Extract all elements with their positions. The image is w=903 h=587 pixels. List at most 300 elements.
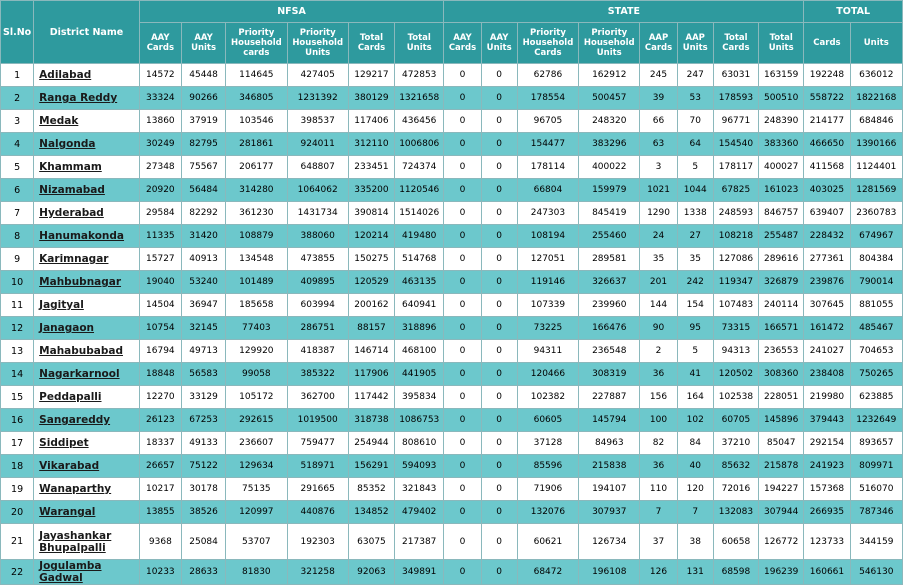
district-link[interactable]: Hyderabad — [39, 207, 104, 219]
value-cell: 32145 — [181, 317, 225, 340]
district-cell — [34, 64, 140, 87]
value-cell: 808610 — [395, 432, 444, 455]
value-cell: 96705 — [517, 110, 578, 133]
value-cell: 314280 — [226, 179, 287, 202]
value-cell: 291665 — [287, 478, 348, 501]
value-cell: 117906 — [348, 363, 394, 386]
value-cell: 94313 — [713, 340, 758, 363]
value-cell: 1006806 — [395, 133, 444, 156]
value-cell: 3 — [640, 156, 677, 179]
district-link[interactable]: Karimnagar — [39, 253, 109, 265]
value-cell: 18337 — [139, 432, 181, 455]
col-header-nfsa-5: Total Units — [395, 23, 444, 64]
value-cell: 379443 — [804, 409, 850, 432]
value-cell: 1231392 — [287, 87, 348, 110]
district-cell — [34, 110, 140, 133]
value-cell: 277361 — [804, 248, 850, 271]
value-cell: 724374 — [395, 156, 444, 179]
value-cell: 196239 — [759, 560, 804, 585]
district-link[interactable]: Siddipet — [39, 437, 89, 449]
value-cell: 398537 — [287, 110, 348, 133]
value-cell: 0 — [481, 179, 517, 202]
value-cell: 27 — [677, 225, 713, 248]
value-cell: 1431734 — [287, 202, 348, 225]
value-cell: 2 — [640, 340, 677, 363]
table-row — [1, 317, 903, 340]
value-cell: 85352 — [348, 478, 394, 501]
value-cell: 881055 — [850, 294, 902, 317]
value-cell: 255487 — [759, 225, 804, 248]
value-cell: 400022 — [579, 156, 640, 179]
value-cell: 120502 — [713, 363, 758, 386]
value-cell: 119347 — [713, 271, 758, 294]
district-link[interactable]: Mahabubabad — [39, 345, 123, 357]
value-cell: 1232649 — [850, 409, 902, 432]
value-cell: 38526 — [181, 501, 225, 524]
table-row — [1, 225, 903, 248]
sl-no-cell: 5 — [1, 156, 34, 179]
value-cell: 20920 — [139, 179, 181, 202]
value-cell: 236553 — [759, 340, 804, 363]
value-cell: 120529 — [348, 271, 394, 294]
district-link[interactable]: Jogulamba Gadwal — [39, 560, 102, 584]
value-cell: 45448 — [181, 64, 225, 87]
value-cell: 217387 — [395, 524, 444, 560]
value-cell: 132076 — [517, 501, 578, 524]
value-cell: 108879 — [226, 225, 287, 248]
value-cell: 395834 — [395, 386, 444, 409]
sl-no-cell: 12 — [1, 317, 34, 340]
value-cell: 0 — [444, 409, 481, 432]
value-cell: 924011 — [287, 133, 348, 156]
value-cell: 31420 — [181, 225, 225, 248]
district-link[interactable]: Sangareddy — [39, 414, 111, 426]
value-cell: 10233 — [139, 560, 181, 585]
value-cell: 312110 — [348, 133, 394, 156]
value-cell: 400027 — [759, 156, 804, 179]
value-cell: 164 — [677, 386, 713, 409]
value-cell: 30249 — [139, 133, 181, 156]
value-cell: 326879 — [759, 271, 804, 294]
sl-no-cell: 10 — [1, 271, 34, 294]
table-row — [1, 455, 903, 478]
district-link[interactable]: Adilabad — [39, 69, 92, 81]
value-cell: 105172 — [226, 386, 287, 409]
value-cell: 40 — [677, 455, 713, 478]
value-cell: 192248 — [804, 64, 850, 87]
value-cell: 28633 — [181, 560, 225, 585]
table-row — [1, 179, 903, 202]
value-cell: 0 — [481, 64, 517, 87]
district-link[interactable]: Jayashankar Bhupalpalli — [39, 529, 112, 554]
value-cell: 63031 — [713, 64, 758, 87]
value-cell: 178554 — [517, 87, 578, 110]
value-cell: 131 — [677, 560, 713, 585]
district-cell — [34, 179, 140, 202]
value-cell: 18848 — [139, 363, 181, 386]
sl-no-cell: 2 — [1, 87, 34, 110]
value-cell: 1120546 — [395, 179, 444, 202]
value-cell: 63 — [640, 133, 677, 156]
value-cell: 7 — [640, 501, 677, 524]
col-header-state-1: AAY Units — [481, 23, 517, 64]
value-cell: 236607 — [226, 432, 287, 455]
value-cell: 120214 — [348, 225, 394, 248]
value-cell: 39 — [640, 87, 677, 110]
value-cell: 25084 — [181, 524, 225, 560]
sl-no-cell: 13 — [1, 340, 34, 363]
value-cell: 893657 — [850, 432, 902, 455]
value-cell: 53240 — [181, 271, 225, 294]
value-cell: 146714 — [348, 340, 394, 363]
district-link[interactable]: Hanumakonda — [39, 230, 125, 242]
table-row — [1, 64, 903, 87]
table-row — [1, 340, 903, 363]
value-cell: 12270 — [139, 386, 181, 409]
value-cell: 318738 — [348, 409, 394, 432]
district-cell — [34, 501, 140, 524]
value-cell: 1321658 — [395, 87, 444, 110]
value-cell: 178593 — [713, 87, 758, 110]
value-cell: 1390166 — [850, 133, 902, 156]
value-cell: 485467 — [850, 317, 902, 340]
table-row — [1, 110, 903, 133]
value-cell: 1021 — [640, 179, 677, 202]
value-cell: 63075 — [348, 524, 394, 560]
sl-no-cell: 4 — [1, 133, 34, 156]
value-cell: 1086753 — [395, 409, 444, 432]
value-cell: 0 — [481, 202, 517, 225]
table-row — [1, 87, 903, 110]
value-cell: 623885 — [850, 386, 902, 409]
value-cell: 0 — [444, 202, 481, 225]
value-cell: 0 — [481, 156, 517, 179]
col-header-nfsa-0: AAY Cards — [139, 23, 181, 64]
value-cell: 0 — [444, 386, 481, 409]
value-cell: 214177 — [804, 110, 850, 133]
value-cell: 35 — [640, 248, 677, 271]
value-cell: 5 — [677, 340, 713, 363]
value-cell: 178117 — [713, 156, 758, 179]
district-link[interactable]: Ranga Reddy — [39, 92, 118, 104]
table-row — [1, 560, 903, 585]
value-cell: 286751 — [287, 317, 348, 340]
value-cell: 127086 — [713, 248, 758, 271]
value-cell: 346805 — [226, 87, 287, 110]
value-cell: 0 — [444, 560, 481, 585]
value-cell: 201 — [640, 271, 677, 294]
value-cell: 33324 — [139, 87, 181, 110]
district-link[interactable]: Warangal — [39, 506, 96, 518]
value-cell: 804384 — [850, 248, 902, 271]
value-cell: 388060 — [287, 225, 348, 248]
value-cell: 159979 — [579, 179, 640, 202]
value-cell: 126 — [640, 560, 677, 585]
value-cell: 160661 — [804, 560, 850, 585]
sl-no-cell: 16 — [1, 409, 34, 432]
col-header-total-1: Units — [850, 23, 902, 64]
value-cell: 248320 — [579, 110, 640, 133]
sl-no-cell: 14 — [1, 363, 34, 386]
value-cell: 192303 — [287, 524, 348, 560]
value-cell: 62786 — [517, 64, 578, 87]
district-link[interactable]: Wanaparthy — [39, 483, 112, 495]
value-cell: 409895 — [287, 271, 348, 294]
col-header-state-0: AAY Cards — [444, 23, 481, 64]
value-cell: 704653 — [850, 340, 902, 363]
value-cell: 292615 — [226, 409, 287, 432]
value-cell: 228432 — [804, 225, 850, 248]
value-cell: 92063 — [348, 560, 394, 585]
sl-no-cell: 9 — [1, 248, 34, 271]
value-cell: 82292 — [181, 202, 225, 225]
district-link[interactable]: Vikarabad — [39, 460, 100, 472]
value-cell: 84963 — [579, 432, 640, 455]
value-cell: 648807 — [287, 156, 348, 179]
col-header-state-4: AAP Cards — [640, 23, 677, 64]
value-cell: 639407 — [804, 202, 850, 225]
value-cell: 120997 — [226, 501, 287, 524]
district-cell — [34, 409, 140, 432]
value-cell: 514768 — [395, 248, 444, 271]
value-cell: 2360783 — [850, 202, 902, 225]
district-link[interactable]: Nalgonda — [39, 138, 96, 150]
value-cell: 0 — [444, 271, 481, 294]
value-cell: 53707 — [226, 524, 287, 560]
value-cell: 56484 — [181, 179, 225, 202]
value-cell: 0 — [444, 64, 481, 87]
value-cell: 241027 — [804, 340, 850, 363]
value-cell: 26123 — [139, 409, 181, 432]
value-cell: 150275 — [348, 248, 394, 271]
value-cell: 108218 — [713, 225, 758, 248]
value-cell: 500457 — [579, 87, 640, 110]
value-cell: 162912 — [579, 64, 640, 87]
value-cell: 215878 — [759, 455, 804, 478]
value-cell: 248593 — [713, 202, 758, 225]
value-cell: 102 — [677, 409, 713, 432]
value-cell: 0 — [444, 225, 481, 248]
value-cell: 441905 — [395, 363, 444, 386]
value-cell: 75135 — [226, 478, 287, 501]
value-cell: 245 — [640, 64, 677, 87]
value-cell: 361230 — [226, 202, 287, 225]
group-header-nfsa: NFSA — [139, 1, 444, 23]
value-cell: 321843 — [395, 478, 444, 501]
col-header-state-3: Priority Household Units — [579, 23, 640, 64]
value-cell: 95 — [677, 317, 713, 340]
value-cell: 117406 — [348, 110, 394, 133]
value-cell: 0 — [481, 87, 517, 110]
district-cell — [34, 524, 140, 560]
table-row — [1, 432, 903, 455]
value-cell: 546130 — [850, 560, 902, 585]
district-cell — [34, 133, 140, 156]
value-cell: 7 — [677, 501, 713, 524]
district-link[interactable]: Jagityal — [39, 299, 84, 311]
value-cell: 60621 — [517, 524, 578, 560]
value-cell: 200162 — [348, 294, 394, 317]
value-cell: 787346 — [850, 501, 902, 524]
district-cell — [34, 560, 140, 585]
value-cell: 215838 — [579, 455, 640, 478]
value-cell: 66 — [640, 110, 677, 133]
value-cell: 90 — [640, 317, 677, 340]
value-cell: 0 — [444, 87, 481, 110]
value-cell: 110 — [640, 478, 677, 501]
value-cell: 119146 — [517, 271, 578, 294]
value-cell: 1822168 — [850, 87, 902, 110]
sl-no-cell: 6 — [1, 179, 34, 202]
value-cell: 0 — [481, 478, 517, 501]
value-cell: 0 — [444, 110, 481, 133]
value-cell: 30178 — [181, 478, 225, 501]
value-cell: 60658 — [713, 524, 758, 560]
value-cell: 603994 — [287, 294, 348, 317]
value-cell: 254944 — [348, 432, 394, 455]
value-cell: 67253 — [181, 409, 225, 432]
value-cell: 156 — [640, 386, 677, 409]
value-cell: 344159 — [850, 524, 902, 560]
value-cell: 321258 — [287, 560, 348, 585]
value-cell: 479402 — [395, 501, 444, 524]
value-cell: 84 — [677, 432, 713, 455]
value-cell: 594093 — [395, 455, 444, 478]
value-cell: 640941 — [395, 294, 444, 317]
value-cell: 440876 — [287, 501, 348, 524]
value-cell: 307937 — [579, 501, 640, 524]
district-cell — [34, 432, 140, 455]
value-cell: 19040 — [139, 271, 181, 294]
value-cell: 466650 — [804, 133, 850, 156]
value-cell: 281861 — [226, 133, 287, 156]
value-cell: 73315 — [713, 317, 758, 340]
table-row — [1, 409, 903, 432]
value-cell: 166476 — [579, 317, 640, 340]
value-cell: 0 — [481, 317, 517, 340]
value-cell: 266935 — [804, 501, 850, 524]
value-cell: 0 — [481, 110, 517, 133]
value-cell: 383296 — [579, 133, 640, 156]
value-cell: 108194 — [517, 225, 578, 248]
district-link[interactable]: Peddapalli — [39, 391, 102, 403]
value-cell: 0 — [481, 560, 517, 585]
sl-no-cell: 3 — [1, 110, 34, 133]
value-cell: 163159 — [759, 64, 804, 87]
value-cell: 126734 — [579, 524, 640, 560]
value-cell: 0 — [444, 317, 481, 340]
value-cell: 134548 — [226, 248, 287, 271]
col-header-state-6: Total Cards — [713, 23, 758, 64]
district-link[interactable]: Nagarkarnool — [39, 368, 120, 380]
value-cell: 102382 — [517, 386, 578, 409]
district-cell — [34, 455, 140, 478]
value-cell: 790014 — [850, 271, 902, 294]
value-cell: 14504 — [139, 294, 181, 317]
table-row — [1, 248, 903, 271]
col-header-state-5: AAP Units — [677, 23, 713, 64]
value-cell: 88157 — [348, 317, 394, 340]
district-cell — [34, 225, 140, 248]
value-cell: 161023 — [759, 179, 804, 202]
value-cell: 100 — [640, 409, 677, 432]
value-cell: 247 — [677, 64, 713, 87]
sl-no-cell: 7 — [1, 202, 34, 225]
value-cell: 436456 — [395, 110, 444, 133]
value-cell: 107339 — [517, 294, 578, 317]
col-header-state-2: Priority Household Cards — [517, 23, 578, 64]
value-cell: 219980 — [804, 386, 850, 409]
district-link[interactable]: Nizamabad — [39, 184, 105, 196]
value-cell: 13855 — [139, 501, 181, 524]
value-cell: 64 — [677, 133, 713, 156]
value-cell: 67825 — [713, 179, 758, 202]
value-cell: 750265 — [850, 363, 902, 386]
value-cell: 196108 — [579, 560, 640, 585]
value-cell: 129217 — [348, 64, 394, 87]
value-cell: 473855 — [287, 248, 348, 271]
value-cell: 472853 — [395, 64, 444, 87]
value-cell: 1064062 — [287, 179, 348, 202]
value-cell: 126772 — [759, 524, 804, 560]
district-cell — [34, 202, 140, 225]
value-cell: 120466 — [517, 363, 578, 386]
value-cell: 103546 — [226, 110, 287, 133]
district-link[interactable]: Khammam — [39, 161, 102, 173]
value-cell: 349891 — [395, 560, 444, 585]
value-cell: 9368 — [139, 524, 181, 560]
district-link[interactable]: Medak — [39, 115, 79, 127]
district-link[interactable]: Mahbubnagar — [39, 276, 122, 288]
district-cell — [34, 294, 140, 317]
district-cell — [34, 317, 140, 340]
value-cell: 134852 — [348, 501, 394, 524]
value-cell: 0 — [481, 386, 517, 409]
value-cell: 308360 — [759, 363, 804, 386]
value-cell: 228051 — [759, 386, 804, 409]
value-cell: 38 — [677, 524, 713, 560]
value-cell: 292154 — [804, 432, 850, 455]
value-cell: 82 — [640, 432, 677, 455]
value-cell: 0 — [481, 524, 517, 560]
value-cell: 68472 — [517, 560, 578, 585]
value-cell: 107483 — [713, 294, 758, 317]
value-cell: 684846 — [850, 110, 902, 133]
group-header-total: TOTAL — [804, 1, 903, 23]
value-cell: 255460 — [579, 225, 640, 248]
district-cell — [34, 478, 140, 501]
value-cell: 154477 — [517, 133, 578, 156]
col-header-sl-no: Sl.No — [1, 1, 34, 64]
value-cell: 120 — [677, 478, 713, 501]
value-cell: 403025 — [804, 179, 850, 202]
value-cell: 49713 — [181, 340, 225, 363]
value-cell: 0 — [444, 524, 481, 560]
district-cell — [34, 386, 140, 409]
value-cell: 241923 — [804, 455, 850, 478]
value-cell: 233451 — [348, 156, 394, 179]
sl-no-cell: 20 — [1, 501, 34, 524]
district-link[interactable]: Janagaon — [39, 322, 95, 334]
value-cell: 37128 — [517, 432, 578, 455]
value-cell: 0 — [444, 363, 481, 386]
value-cell: 1019500 — [287, 409, 348, 432]
value-cell: 500510 — [759, 87, 804, 110]
value-cell: 26657 — [139, 455, 181, 478]
district-cell — [34, 87, 140, 110]
value-cell: 85596 — [517, 455, 578, 478]
value-cell: 0 — [481, 363, 517, 386]
